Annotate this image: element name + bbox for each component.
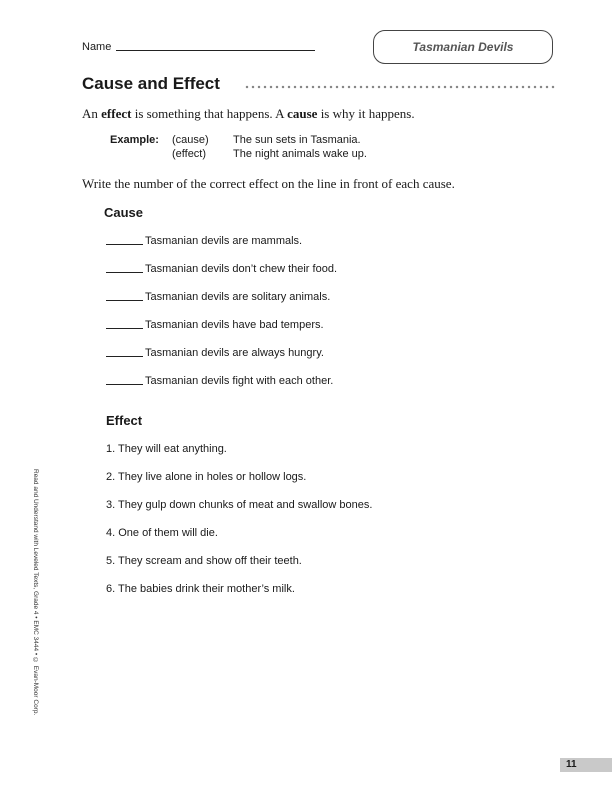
intro-text: An effect is something that happens. A cause is why it happens. [82,106,415,121]
example-label: Example: [110,134,159,146]
example-tag: (effect) [172,148,207,160]
effect-item: 1. They will eat anything. [106,443,227,455]
answer-blank[interactable] [106,384,143,385]
page-title: Cause and Effect [82,74,220,93]
answer-blank[interactable] [106,328,143,329]
example-text: The sun sets in Tasmania. [233,134,361,146]
name-label: Name [82,41,112,53]
cause-item: Tasmanian devils are solitary animals. [145,291,331,303]
name-line[interactable] [116,50,315,51]
copyright-note: Read and Understand with Leveled Texts, Grade 4 • EMC 3444 • © Evan-Moor Corp. [32,469,39,716]
cause-item: Tasmanian devils have bad tempers. [145,319,324,331]
dotted-rule [244,85,556,89]
cause-item: Tasmanian devils fight with each other. [145,375,334,387]
answer-blank[interactable] [106,300,143,301]
unit-title-box [373,30,553,64]
effect-item: 2. They live alone in holes or hollow logs. [106,471,307,483]
cause-item: Tasmanian devils are always hungry. [145,347,324,359]
cause-heading: Cause [104,205,144,220]
example-text: The night animals wake up. [233,148,367,160]
effect-item: 3. They gulp down chunks of meat and swallow bones. [106,499,373,511]
effect-heading: Effect [106,413,143,428]
cause-item: Tasmanian devils don’t chew their food. [145,263,337,275]
page-number: 11 [566,759,577,770]
answer-blank[interactable] [106,244,143,245]
cause-item: Tasmanian devils are mammals. [145,235,303,247]
example-tag: (cause) [172,134,209,146]
unit-title: Tasmanian Devils [412,40,514,54]
answer-blank[interactable] [106,356,143,357]
effect-item: 6. The babies drink their mother’s milk. [106,583,295,595]
effect-item: 4. One of them will die. [106,527,218,539]
answer-blank[interactable] [106,272,143,273]
instructions: Write the number of the correct effect on the line in front of each cause. [82,176,455,191]
effect-item: 5. They scream and show off their teeth. [106,555,302,567]
